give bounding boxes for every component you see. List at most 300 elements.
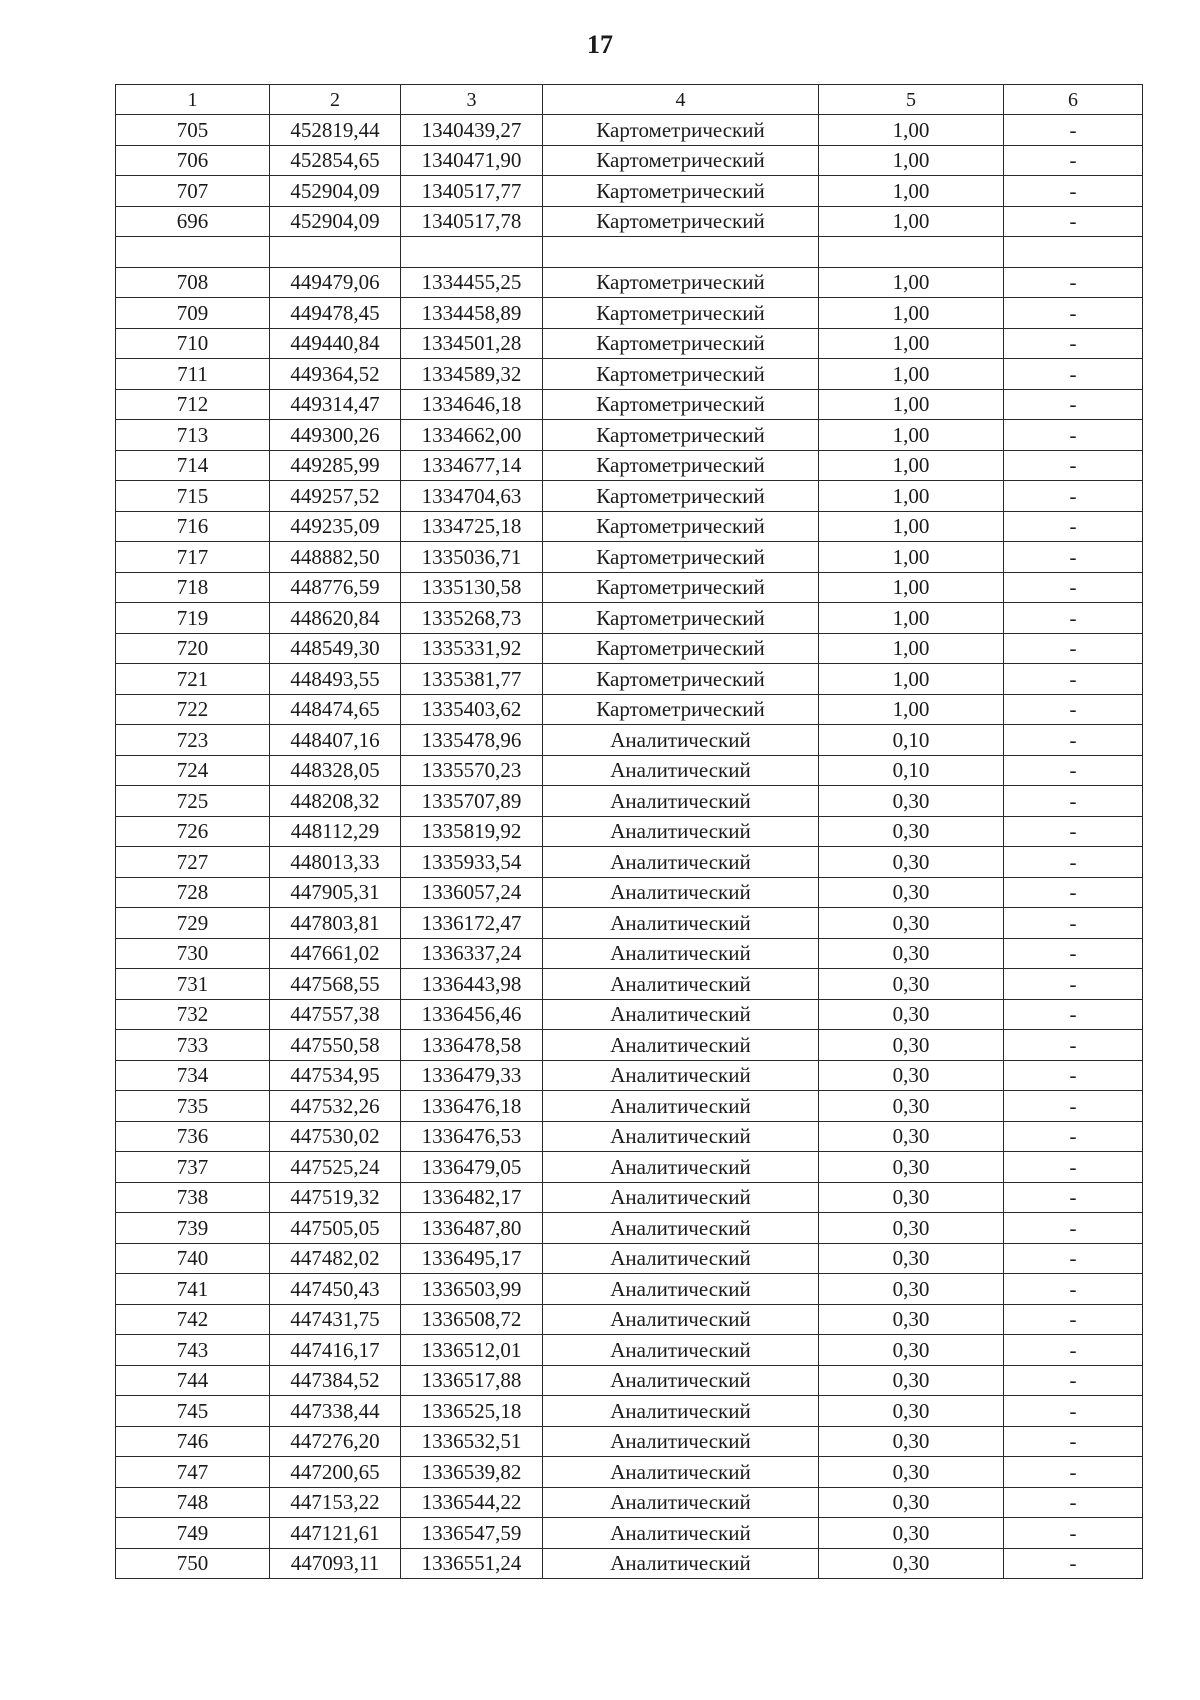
point-number-cell: 707 [116,176,270,207]
point-number-cell: 717 [116,542,270,573]
accuracy-cell: 0,30 [819,1487,1004,1518]
accuracy-cell: 1,00 [819,145,1004,176]
y-coordinate-cell: 1336337,24 [401,938,543,969]
method-cell: Аналитический [543,1396,819,1427]
point-number-cell: 716 [116,511,270,542]
table-separator-row [116,237,1143,268]
note-cell: - [1004,389,1143,420]
accuracy-cell [819,237,1004,268]
accuracy-cell: 0,30 [819,999,1004,1030]
note-cell: - [1004,938,1143,969]
point-number-cell: 720 [116,633,270,664]
y-coordinate-cell: 1336539,82 [401,1457,543,1488]
table-row [116,877,1143,908]
method-cell: Аналитический [543,1182,819,1213]
point-number-cell: 723 [116,725,270,756]
table-header-row [116,85,1143,115]
table-row [116,1182,1143,1213]
method-cell: Аналитический [543,1030,819,1061]
method-cell: Картометрический [543,328,819,359]
method-cell: Картометрический [543,603,819,634]
point-number-cell: 736 [116,1121,270,1152]
x-coordinate-cell: 447482,02 [270,1243,401,1274]
method-cell: Аналитический [543,1152,819,1183]
x-coordinate-cell: 447519,32 [270,1182,401,1213]
method-cell: Аналитический [543,1091,819,1122]
point-number-cell: 743 [116,1335,270,1366]
note-cell: - [1004,359,1143,390]
accuracy-cell: 1,00 [819,450,1004,481]
note-cell: - [1004,481,1143,512]
accuracy-cell: 0,30 [819,1182,1004,1213]
method-cell: Картометрический [543,694,819,725]
point-number-cell: 731 [116,969,270,1000]
point-number-cell: 727 [116,847,270,878]
table-row [116,267,1143,298]
x-coordinate-cell: 447200,65 [270,1457,401,1488]
accuracy-cell: 1,00 [819,572,1004,603]
note-cell: - [1004,1121,1143,1152]
table-row [116,542,1143,573]
table-row [116,389,1143,420]
method-cell: Аналитический [543,1548,819,1579]
y-coordinate-cell: 1334677,14 [401,450,543,481]
note-cell: - [1004,145,1143,176]
y-coordinate-cell: 1334725,18 [401,511,543,542]
y-coordinate-cell: 1336479,33 [401,1060,543,1091]
table-row [116,847,1143,878]
y-coordinate-cell: 1336057,24 [401,877,543,908]
accuracy-cell: 0,30 [819,1274,1004,1305]
y-coordinate-cell: 1336517,88 [401,1365,543,1396]
x-coordinate-cell: 447532,26 [270,1091,401,1122]
accuracy-cell: 0,30 [819,908,1004,939]
y-coordinate-cell: 1335331,92 [401,633,543,664]
table-row [116,115,1143,146]
x-coordinate-cell: 449364,52 [270,359,401,390]
method-cell: Аналитический [543,1213,819,1244]
point-number-cell: 708 [116,267,270,298]
point-number-cell: 718 [116,572,270,603]
note-cell: - [1004,1213,1143,1244]
note-cell: - [1004,755,1143,786]
accuracy-cell: 0,30 [819,1152,1004,1183]
note-cell: - [1004,115,1143,146]
note-cell: - [1004,1274,1143,1305]
method-cell: Картометрический [543,420,819,451]
table-row [116,1121,1143,1152]
table-row [116,481,1143,512]
y-coordinate-cell: 1335403,62 [401,694,543,725]
table-row [116,298,1143,329]
note-cell: - [1004,1335,1143,1366]
table-row [116,511,1143,542]
method-cell: Аналитический [543,1518,819,1549]
method-cell: Аналитический [543,847,819,878]
y-coordinate-cell: 1340517,77 [401,176,543,207]
note-cell: - [1004,1365,1143,1396]
point-number-cell: 737 [116,1152,270,1183]
point-number-cell: 712 [116,389,270,420]
point-number-cell: 728 [116,877,270,908]
method-cell: Картометрический [543,267,819,298]
method-cell: Аналитический [543,938,819,969]
y-coordinate-cell: 1336544,22 [401,1487,543,1518]
method-cell: Аналитический [543,1304,819,1335]
accuracy-cell: 0,30 [819,1335,1004,1366]
point-number-cell: 733 [116,1030,270,1061]
note-cell: - [1004,1152,1143,1183]
note-cell: - [1004,725,1143,756]
x-coordinate-cell: 449257,52 [270,481,401,512]
y-coordinate-cell: 1336508,72 [401,1304,543,1335]
note-cell: - [1004,1060,1143,1091]
accuracy-cell: 1,00 [819,603,1004,634]
method-cell: Картометрический [543,481,819,512]
method-cell: Аналитический [543,908,819,939]
note-cell: - [1004,1243,1143,1274]
note-cell: - [1004,267,1143,298]
x-coordinate-cell: 447534,95 [270,1060,401,1091]
x-coordinate-cell: 449479,06 [270,267,401,298]
note-cell: - [1004,176,1143,207]
method-cell [543,237,819,268]
point-number-cell: 721 [116,664,270,695]
y-coordinate-cell: 1335036,71 [401,542,543,573]
table-row [116,1274,1143,1305]
accuracy-cell: 0,30 [819,877,1004,908]
note-cell: - [1004,633,1143,664]
note-cell: - [1004,1091,1143,1122]
y-coordinate-cell: 1335570,23 [401,755,543,786]
point-number-cell: 750 [116,1548,270,1579]
accuracy-cell: 1,00 [819,633,1004,664]
point-number-cell: 724 [116,755,270,786]
table-row [116,1335,1143,1366]
y-coordinate-cell: 1336476,18 [401,1091,543,1122]
accuracy-cell: 1,00 [819,542,1004,573]
note-cell: - [1004,328,1143,359]
table-row [116,725,1143,756]
accuracy-cell: 1,00 [819,359,1004,390]
accuracy-cell: 0,30 [819,1365,1004,1396]
table-row [116,1426,1143,1457]
y-coordinate-cell: 1336482,17 [401,1182,543,1213]
note-cell: - [1004,1426,1143,1457]
table-row [116,786,1143,817]
table-row [116,1091,1143,1122]
table-row [116,1396,1143,1427]
point-number-cell: 715 [116,481,270,512]
accuracy-cell: 0,10 [819,725,1004,756]
note-cell: - [1004,816,1143,847]
y-coordinate-cell: 1335130,58 [401,572,543,603]
x-coordinate-cell: 452904,09 [270,206,401,237]
x-coordinate-cell: 447450,43 [270,1274,401,1305]
accuracy-cell: 0,30 [819,847,1004,878]
note-cell: - [1004,511,1143,542]
y-coordinate-cell: 1336512,01 [401,1335,543,1366]
y-coordinate-cell: 1336456,46 [401,999,543,1030]
accuracy-cell: 0,30 [819,1243,1004,1274]
y-coordinate-cell: 1340517,78 [401,206,543,237]
y-coordinate-cell: 1334589,32 [401,359,543,390]
method-cell: Картометрический [543,176,819,207]
accuracy-cell: 1,00 [819,267,1004,298]
accuracy-cell: 0,30 [819,1121,1004,1152]
table-row [116,420,1143,451]
table-row [116,572,1143,603]
y-coordinate-cell: 1336172,47 [401,908,543,939]
x-coordinate-cell: 452904,09 [270,176,401,207]
y-coordinate-cell [401,237,543,268]
note-cell: - [1004,1457,1143,1488]
method-cell: Картометрический [543,664,819,695]
point-number-cell: 726 [116,816,270,847]
method-cell: Аналитический [543,755,819,786]
y-coordinate-cell: 1336547,59 [401,1518,543,1549]
accuracy-cell: 1,00 [819,420,1004,451]
y-coordinate-cell: 1334501,28 [401,328,543,359]
x-coordinate-cell: 447384,52 [270,1365,401,1396]
column-header-4: 4 [543,85,819,115]
x-coordinate-cell: 447416,17 [270,1335,401,1366]
method-cell: Аналитический [543,1426,819,1457]
point-number-cell: 740 [116,1243,270,1274]
x-coordinate-cell: 449285,99 [270,450,401,481]
method-cell: Аналитический [543,999,819,1030]
y-coordinate-cell: 1334646,18 [401,389,543,420]
point-number-cell: 741 [116,1274,270,1305]
x-coordinate-cell: 448549,30 [270,633,401,664]
point-number-cell: 748 [116,1487,270,1518]
point-number-cell: 696 [116,206,270,237]
y-coordinate-cell: 1334455,25 [401,267,543,298]
y-coordinate-cell: 1336551,24 [401,1548,543,1579]
table-row [116,999,1143,1030]
method-cell: Картометрический [543,206,819,237]
x-coordinate-cell: 449478,45 [270,298,401,329]
note-cell: - [1004,1396,1143,1427]
y-coordinate-cell: 1335707,89 [401,786,543,817]
method-cell: Картометрический [543,572,819,603]
point-number-cell: 725 [116,786,270,817]
x-coordinate-cell: 447568,55 [270,969,401,1000]
table-row [116,969,1143,1000]
y-coordinate-cell: 1340471,90 [401,145,543,176]
point-number-cell: 734 [116,1060,270,1091]
y-coordinate-cell: 1335381,77 [401,664,543,695]
y-coordinate-cell: 1336532,51 [401,1426,543,1457]
note-cell: - [1004,664,1143,695]
point-number-cell: 729 [116,908,270,939]
accuracy-cell: 0,10 [819,755,1004,786]
x-coordinate-cell: 452854,65 [270,145,401,176]
accuracy-cell: 1,00 [819,664,1004,695]
table-row [116,938,1143,969]
method-cell: Аналитический [543,725,819,756]
accuracy-cell: 1,00 [819,511,1004,542]
accuracy-cell: 0,30 [819,938,1004,969]
accuracy-cell: 0,30 [819,1091,1004,1122]
point-number-cell: 713 [116,420,270,451]
accuracy-cell: 0,30 [819,1396,1004,1427]
accuracy-cell: 0,30 [819,1304,1004,1335]
x-coordinate-cell: 447661,02 [270,938,401,969]
accuracy-cell: 1,00 [819,481,1004,512]
point-number-cell: 738 [116,1182,270,1213]
x-coordinate-cell: 447803,81 [270,908,401,939]
table-row [116,664,1143,695]
x-coordinate-cell: 447550,58 [270,1030,401,1061]
point-number-cell: 730 [116,938,270,969]
method-cell: Картометрический [543,389,819,420]
column-header-1: 1 [116,85,270,115]
y-coordinate-cell: 1334662,00 [401,420,543,451]
note-cell: - [1004,542,1143,573]
accuracy-cell: 0,30 [819,969,1004,1000]
accuracy-cell: 0,30 [819,1426,1004,1457]
method-cell: Аналитический [543,1243,819,1274]
note-cell: - [1004,450,1143,481]
point-number-cell: 722 [116,694,270,725]
note-cell: - [1004,877,1143,908]
method-cell: Аналитический [543,1335,819,1366]
table-row [116,206,1143,237]
note-cell: - [1004,420,1143,451]
table-row [116,1060,1143,1091]
method-cell: Картометрический [543,450,819,481]
accuracy-cell: 1,00 [819,115,1004,146]
column-header-2: 2 [270,85,401,115]
method-cell: Аналитический [543,1487,819,1518]
accuracy-cell: 0,30 [819,1518,1004,1549]
point-number-cell: 719 [116,603,270,634]
table-row [116,603,1143,634]
y-coordinate-cell: 1336495,17 [401,1243,543,1274]
y-coordinate-cell: 1336525,18 [401,1396,543,1427]
method-cell: Картометрический [543,542,819,573]
table-body [116,85,1143,1579]
x-coordinate-cell: 448208,32 [270,786,401,817]
point-number-cell: 744 [116,1365,270,1396]
point-number-cell: 742 [116,1304,270,1335]
point-number-cell: 711 [116,359,270,390]
x-coordinate-cell: 447276,20 [270,1426,401,1457]
method-cell: Аналитический [543,1060,819,1091]
x-coordinate-cell: 448882,50 [270,542,401,573]
note-cell: - [1004,206,1143,237]
accuracy-cell: 0,30 [819,1030,1004,1061]
y-coordinate-cell: 1334458,89 [401,298,543,329]
method-cell: Аналитический [543,1121,819,1152]
y-coordinate-cell: 1336487,80 [401,1213,543,1244]
y-coordinate-cell: 1336443,98 [401,969,543,1000]
point-number-cell: 749 [116,1518,270,1549]
point-number-cell: 710 [116,328,270,359]
table-row [116,1213,1143,1244]
page-number: 17 [587,30,613,59]
method-cell: Картометрический [543,115,819,146]
y-coordinate-cell: 1335819,92 [401,816,543,847]
accuracy-cell: 0,30 [819,1060,1004,1091]
accuracy-cell: 1,00 [819,694,1004,725]
x-coordinate-cell: 447905,31 [270,877,401,908]
table-row [116,359,1143,390]
method-cell: Аналитический [543,1457,819,1488]
accuracy-cell: 0,30 [819,1548,1004,1579]
y-coordinate-cell: 1335478,96 [401,725,543,756]
x-coordinate-cell: 448112,29 [270,816,401,847]
x-coordinate-cell [270,237,401,268]
method-cell: Картометрический [543,511,819,542]
x-coordinate-cell: 449440,84 [270,328,401,359]
x-coordinate-cell: 452819,44 [270,115,401,146]
method-cell: Картометрический [543,298,819,329]
note-cell: - [1004,786,1143,817]
point-number-cell: 709 [116,298,270,329]
note-cell: - [1004,1030,1143,1061]
table-row [116,328,1143,359]
x-coordinate-cell: 447431,75 [270,1304,401,1335]
table-row [116,694,1143,725]
accuracy-cell: 0,30 [819,1457,1004,1488]
accuracy-cell: 0,30 [819,1213,1004,1244]
table-row [116,1518,1143,1549]
column-header-3: 3 [401,85,543,115]
method-cell: Аналитический [543,1274,819,1305]
accuracy-cell: 0,30 [819,786,1004,817]
y-coordinate-cell: 1336476,53 [401,1121,543,1152]
x-coordinate-cell: 449300,26 [270,420,401,451]
note-cell: - [1004,999,1143,1030]
x-coordinate-cell: 447153,22 [270,1487,401,1518]
point-number-cell [116,237,270,268]
note-cell: - [1004,1518,1143,1549]
accuracy-cell: 1,00 [819,206,1004,237]
x-coordinate-cell: 447093,11 [270,1548,401,1579]
y-coordinate-cell: 1335268,73 [401,603,543,634]
note-cell: - [1004,847,1143,878]
x-coordinate-cell: 447338,44 [270,1396,401,1427]
table-row [116,176,1143,207]
note-cell: - [1004,694,1143,725]
table-row [116,755,1143,786]
method-cell: Картометрический [543,633,819,664]
point-number-cell: 739 [116,1213,270,1244]
table-row [116,1548,1143,1579]
accuracy-cell: 0,30 [819,816,1004,847]
table-row [116,1030,1143,1061]
column-header-5: 5 [819,85,1004,115]
x-coordinate-cell: 448013,33 [270,847,401,878]
point-number-cell: 732 [116,999,270,1030]
note-cell: - [1004,572,1143,603]
table-row [116,1365,1143,1396]
x-coordinate-cell: 447121,61 [270,1518,401,1549]
table-row [116,633,1143,664]
table-row [116,1487,1143,1518]
y-coordinate-cell: 1334704,63 [401,481,543,512]
note-cell: - [1004,603,1143,634]
note-cell [1004,237,1143,268]
point-number-cell: 714 [116,450,270,481]
point-number-cell: 745 [116,1396,270,1427]
column-header-6: 6 [1004,85,1143,115]
note-cell: - [1004,969,1143,1000]
table-row [116,1457,1143,1488]
note-cell: - [1004,1487,1143,1518]
